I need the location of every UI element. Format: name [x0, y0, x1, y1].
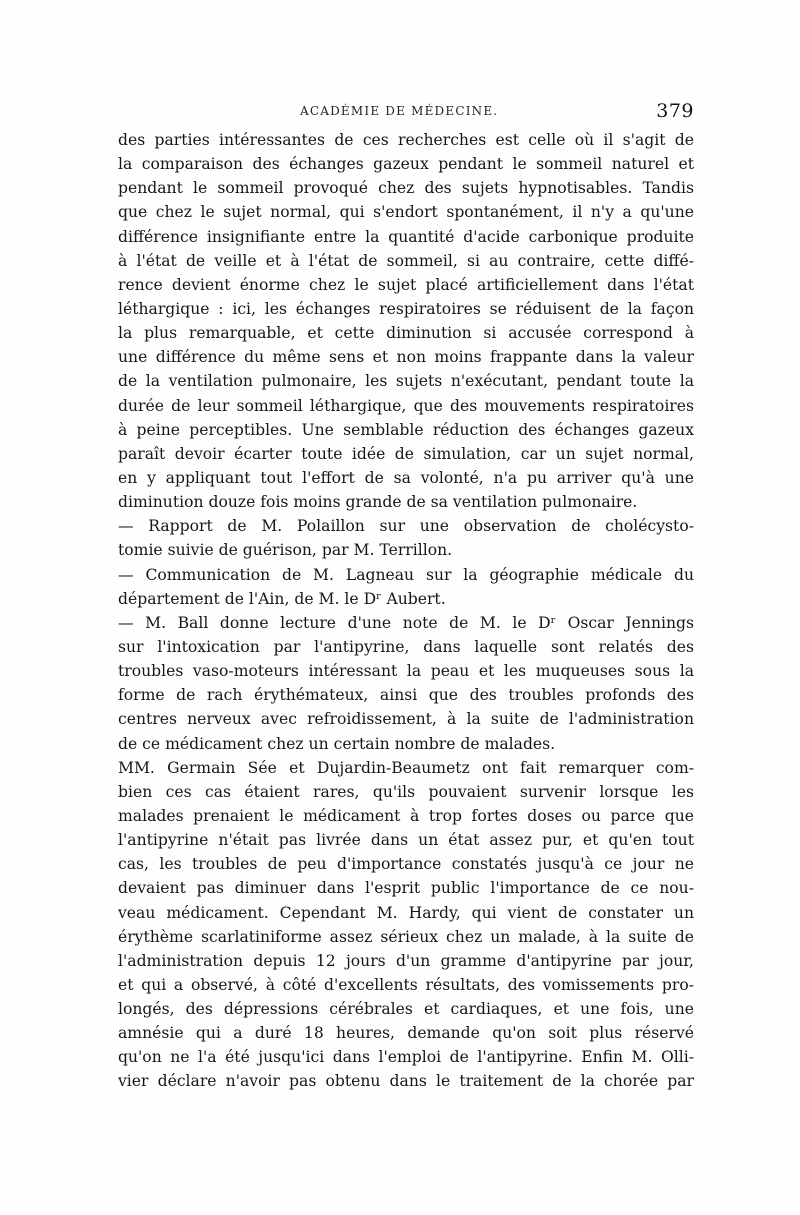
text-line: — M. Ball donne lecture d'une note de M. le Dʳ Oscar Jennings [118, 613, 694, 632]
text-line: forme de rach érythémateux, ainsi que des troubles profonds des [118, 686, 694, 705]
text-line: devaient pas diminuer dans l'esprit public l'importance de ce nou- [118, 879, 694, 898]
text-line: différence insignifiante entre la quantité d'acide carbonique produite [118, 227, 694, 246]
text-line: centres nerveux avec refroidissement, à la suite de l'administration [118, 710, 694, 729]
text-line: des parties intéressantes de ces recherches est celle où il s'agit de [118, 131, 694, 149]
text-line: diminution douze fois moins grande de sa ventilation pulmonaire. [118, 493, 638, 512]
text-line: qu'on ne l'a été jusqu'ici dans l'emploi de l'antipyrine. Enfin M. Olli- [118, 1048, 694, 1067]
text-line: durée de leur sommeil léthargique, que des mouvements respiratoires [118, 396, 694, 415]
text-line: malades prenaient le médicament à trop fortes doses ou parce que [118, 806, 694, 825]
text-line: bien ces cas étaient rares, qu'ils pouvaient survenir lorsque les [118, 782, 694, 801]
text-line: veau médicament. Cependant M. Hardy, qui vient de constater un [118, 903, 694, 922]
text-line: département de l'Ain, de M. le Dʳ Aubert. [118, 589, 446, 608]
text-line: amnésie qui a duré 18 heures, demande qu'on soit plus réservé [118, 1024, 694, 1043]
text-line: longés, des dépressions cérébrales et cardiaques, et une fois, une [118, 1000, 694, 1019]
text-line: la comparaison des échanges gazeux pendant le sommeil naturel et [118, 155, 694, 174]
text-line: l'administration depuis 12 jours d'un gramme d'antipyrine par jour, [118, 951, 694, 970]
text-line: que chez le sujet normal, qui s'endort spontanément, il n'y a qu'une [118, 203, 694, 222]
text-line: en y appliquant tout l'effort de sa volonté, n'a pu arriver qu'à une [118, 468, 694, 487]
text-line: la plus remarquable, et cette diminution si accusée correspond à [118, 324, 694, 343]
text-line: à peine perceptibles. Une semblable réduction des échanges gazeux [118, 420, 694, 439]
text-line: tomie suivie de guérison, par M. Terrillon. [118, 541, 453, 560]
text-line: — Rapport de M. Polaillon sur une observation de cholécysto- [118, 517, 694, 536]
text-line: — Communication de M. Lagneau sur la géographie médicale du [118, 565, 694, 584]
text-line: cas, les troubles de peu d'importance constatés jusqu'à ce jour ne [118, 855, 694, 874]
text-line: MM. Germain Sée et Dujardin-Beaumetz ont fait remarquer com- [118, 758, 694, 777]
text-line: pendant le sommeil provoqué chez des sujets hypnotisables. Tandis [118, 179, 694, 198]
text-line: à l'état de veille et à l'état de sommeil, si au contraire, cette diffé- [118, 251, 694, 270]
text-line: vier déclare n'avoir pas obtenu dans le traitement de la chorée par [118, 1072, 694, 1091]
page-number: 379 [656, 100, 694, 122]
text-line: paraît devoir écarter toute idée de simulation, car un sujet normal, [118, 444, 694, 463]
text-line: léthargique : ici, les échanges respiratoires se réduisent de la façon [118, 299, 694, 318]
text-line: et qui a observé, à côté d'excellents résultats, des vomissements pro- [118, 975, 694, 994]
body-text [118, 128, 694, 1094]
text-line: érythème scarlatiniforme assez sérieux chez un malade, à la suite de [118, 927, 694, 946]
running-title: ACADÉMIE DE MÉDECINE. [300, 104, 499, 118]
text-line: sur l'intoxication par l'antipyrine, dans laquelle sont relatés des [118, 637, 694, 656]
text-line: de la ventilation pulmonaire, les sujets n'exécutant, pendant toute la [118, 372, 694, 391]
text-line: une différence du même sens et non moins frappante dans la valeur [118, 348, 694, 367]
text-line: de ce médicament chez un certain nombre de malades. [118, 734, 556, 753]
text-line: l'antipyrine n'était pas livrée dans un état assez pur, et qu'en tout [118, 831, 694, 850]
page-header [118, 100, 694, 124]
text-line: troubles vaso-moteurs intéressant la peau et les muqueuses sous la [118, 662, 694, 681]
text-line: rence devient énorme chez le sujet placé artificiellement dans l'état [118, 275, 694, 294]
